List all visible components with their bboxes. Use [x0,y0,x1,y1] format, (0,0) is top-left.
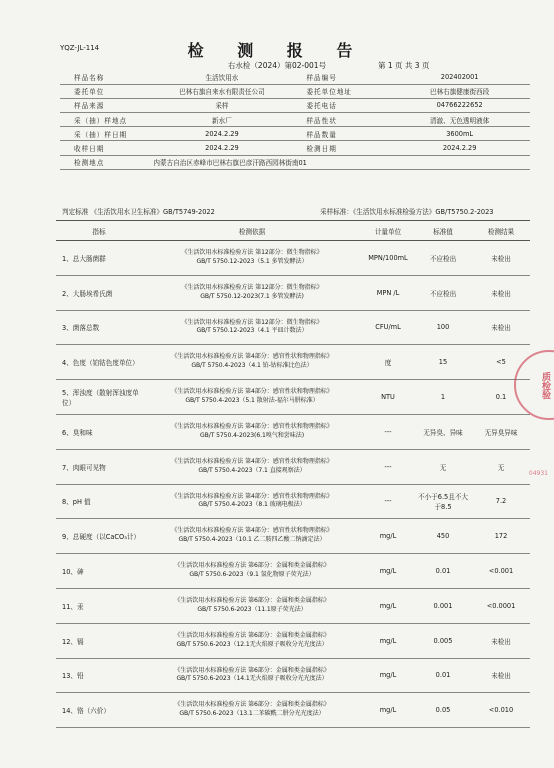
judgement-standard: 判定标准 《生活饮用水卫生标准》GB/T5749-2022 [62,208,215,216]
method-title: 《生活饮用水标准检验方法 第6部分：金属和类金属指标》 [174,597,330,605]
column-header: 计量单位 [374,227,402,236]
info-label: 委托单位 [74,88,105,97]
table-row [56,310,530,345]
standard-value: 15 [438,358,448,367]
method-title: 《生活饮用水标准检验方法 第4部分：感官性状和物理指标》 [171,492,333,500]
info-label: 样品名称 [74,73,105,82]
method-title: 《生活饮用水标准检验方法 第6部分：金属和类金属指标》 [174,701,330,709]
info-row [60,127,530,141]
stamp-text: 质检验 [540,372,550,399]
table-row [56,449,530,484]
info-value: 清澈、无色透明液体 [429,116,490,125]
test-items-table [56,220,530,728]
test-result: 无异臭异味 [484,428,518,437]
test-result: <0.010 [488,706,514,715]
item-name: 4、色度（铂钴色度单位） [62,359,139,368]
info-value: 巴林右旗自来水有限责任公司 [179,88,265,97]
test-result: 未检出 [491,637,511,646]
unit: mg/L [379,532,397,541]
info-label: 检测日期 [306,145,337,154]
test-method [142,310,362,345]
test-result: <5 [496,358,506,367]
item-name: 10、砷 [62,568,84,577]
item-name: 9、总硬度（以CaCO₃计） [62,533,141,542]
test-method [142,623,362,658]
table-row [56,554,530,589]
method-title: 《生活饮用水标准检验方法 第4部分：感官性状和物理指标》 [171,388,333,396]
unit: mg/L [379,706,397,715]
standard-value: 0.001 [433,601,453,610]
info-row [60,141,530,155]
info-row [60,98,530,112]
test-method [142,380,362,415]
method-code: GB/T 5750.12-2023（4.1 平皿计数法） [196,327,308,335]
unit: --- [384,462,392,471]
standard-value: 450 [436,532,450,541]
method-title: 《生活饮用水标准检验方法 第12部分：微生物指标》 [181,249,323,257]
info-label: 委托电话 [306,102,337,111]
info-value: 2024.2.29 [442,144,477,153]
table-row [56,275,530,310]
item-name: 2、大肠埃希氏菌 [62,289,113,298]
method-code: GB/T 5750.6-2023（11.1原子荧光法） [197,605,307,613]
test-method [142,241,362,276]
table-row [56,241,530,276]
info-label: 采（抽）样地点 [74,116,128,125]
unit: 度 [384,359,392,368]
table-row [56,380,530,415]
method-title: 《生活饮用水标准检验方法 第6部分：金属和类金属指标》 [174,631,330,639]
test-method [142,414,362,449]
table-row [56,414,530,449]
method-code: GB/T 5750.12-2023（5.1 多管发酵法） [196,257,308,265]
item-name: 13、铅 [62,672,84,681]
column-header: 检测结果 [487,227,515,236]
unit: --- [384,497,392,506]
table-row [56,519,530,554]
item-name: 7、肉眼可见物 [62,463,106,472]
item-name: 6、臭和味 [62,428,93,437]
standard-value: 0.01 [435,567,451,576]
test-result: 未检出 [491,289,511,298]
test-method [142,554,362,589]
info-row-address [60,155,530,169]
info-label: 委托单位地址 [306,88,353,97]
test-method [142,345,362,380]
info-value: 生活饮用水 [205,73,239,82]
info-row [60,84,530,98]
method-title: 《生活饮用水标准检验方法 第12部分：微生物指标》 [181,283,323,291]
test-method [142,449,362,484]
column-header: 标准值 [433,227,453,236]
table-row [56,345,530,380]
info-label: 样品编号 [306,73,337,82]
address-value: 内蒙古自治区赤峰市巴林右旗巴彦汗路西园林街南01 [153,159,307,168]
method-title: 《生活饮用水标准检验方法 第12部分：微生物指标》 [181,318,323,326]
item-name: 14、铬（六价） [62,707,110,716]
unit: mg/L [379,601,397,610]
info-value: 新水厂 [212,116,232,125]
unit: NTU [381,393,395,402]
standard-value: 0.005 [433,636,453,645]
item-name: 11、汞 [62,602,84,611]
standard-value: 0.05 [435,706,451,715]
info-value: 3600mL [446,129,474,138]
table-row [56,588,530,623]
table-row [56,484,530,519]
standard-value: 0.01 [435,671,451,680]
standard-value: 无异臭、异味 [423,428,463,437]
column-header: 检测依据 [238,227,266,236]
method-code: GB/T 5750.4-2023(6.1嗅气和尝味法) [200,431,304,439]
item-name: 12、镉 [62,637,84,646]
item-name: 5、浑浊度（散射浑浊度单位） [62,389,139,408]
test-result: 172 [494,532,508,541]
test-method [142,275,362,310]
method-code: GB/T 5750.4-2023（8.1 玻璃电极法） [198,501,306,509]
test-method [142,519,362,554]
standard-value: 不应检出 [429,254,457,263]
method-title: 《生活饮用水标准检验方法 第4部分：感官性状和物理指标》 [171,527,333,535]
table-header-row [56,221,530,241]
unit: --- [384,427,392,436]
report-title: 检 测 报 告 [187,41,367,60]
item-name: 3、菌落总数 [62,324,100,333]
test-result: 未检出 [491,324,511,333]
info-value: 2024.2.29 [205,129,239,138]
item-name: 8、pH 值 [62,498,91,507]
test-result: 7.2 [495,497,507,506]
method-title: 《生活饮用水标准检验方法 第6部分：金属和类金属指标》 [174,666,330,674]
test-result: 无 [497,463,505,472]
test-result: <0.001 [488,567,514,576]
table-row [56,693,530,728]
unit: mg/L [379,636,397,645]
method-code: GB/T 5750.6-2023（12.1无火焰原子吸收分光光度法） [176,640,328,648]
sample-info-table [60,70,530,170]
info-label: 样品来源 [74,102,105,111]
unit: mg/L [379,567,397,576]
method-code: GB/T 5750.4-2023（4.1 铂-钴标准比色法） [191,362,313,370]
info-value: 2024.2.29 [205,144,239,153]
info-row [60,70,530,84]
method-code: GB/T 5750.6-2023（13.1二苯碳酰二肼分光光度法） [179,710,325,718]
method-title: 《生活饮用水标准检验方法 第4部分：感官性状和物理指标》 [171,457,333,465]
test-method [142,484,362,519]
method-title: 《生活饮用水标准检验方法 第4部分：感官性状和物理指标》 [171,353,333,361]
method-title: 《生活饮用水标准检验方法 第6部分：金属和类金属指标》 [174,562,330,570]
test-method [142,588,362,623]
method-code: GB/T 5750.6-2023（9.1 氢化物原子荧光法） [189,571,315,579]
item-name: 1、总大肠菌群 [62,254,106,263]
test-result: 未检出 [491,254,511,263]
info-label: 采（抽）样日期 [74,130,128,139]
unit: CFU/mL [375,323,401,332]
test-result: 0.1 [495,393,507,402]
info-value: 巴林右旗健康街西段 [429,88,490,97]
info-label: 样品性状 [306,116,337,125]
test-method [142,658,362,693]
document-code: YQZ-JL-114 [60,44,100,52]
test-result: 未检出 [491,672,511,681]
unit: MPN /L [376,288,400,297]
info-value: 202402001 [440,72,479,81]
test-method [142,693,362,728]
method-code: GB/T 5750.4-2023（10.1 乙二胺四乙酸二钠滴定法） [178,536,326,544]
table-row [56,658,530,693]
method-title: 《生活饮用水标准检验方法 第4部分：感官性状和物理指标》 [171,423,333,431]
method-code: GB/T 5750.6-2023（14.1无火焰原子吸收分光光度法） [176,675,328,683]
address-label: 检测地点 [74,159,105,168]
unit: mg/L [379,671,397,680]
standard-value: 不应检出 [429,289,457,298]
unit: MPN/100mL [368,253,408,262]
test-result: <0.0001 [486,601,516,610]
info-label: 收样日期 [74,145,105,154]
table-row [56,623,530,658]
info-value: 04766222652 [436,101,483,110]
method-code: GB/T 5750.4-2023（7.1 直接观察法） [198,466,306,474]
method-code: GB/T 5750.4-2023（5.1 散射法-福尔马肼标准） [185,397,319,405]
standard-value: 不小于6.5且不大于8.5 [417,493,469,512]
column-header: 指标 [92,227,106,236]
stamp-number: 04931 [528,470,548,477]
standard-value: 无 [439,463,447,472]
info-row [60,113,530,127]
info-label: 样品数量 [306,130,337,139]
standard-value: 1 [440,393,446,402]
method-code: GB/T 5750.12-2023(7.1 多管发酵法) [200,292,304,300]
report-number: 右水检（2024）第02-001号 [227,61,327,70]
sampling-standard: 采样标准：《生活饮用水标准检验方法》GB/T5750.2-2023 [320,208,494,216]
info-value: 采样 [215,102,229,111]
standard-value: 100 [436,323,450,332]
page-indicator: 第 1 页 共 3 页 [378,61,430,70]
